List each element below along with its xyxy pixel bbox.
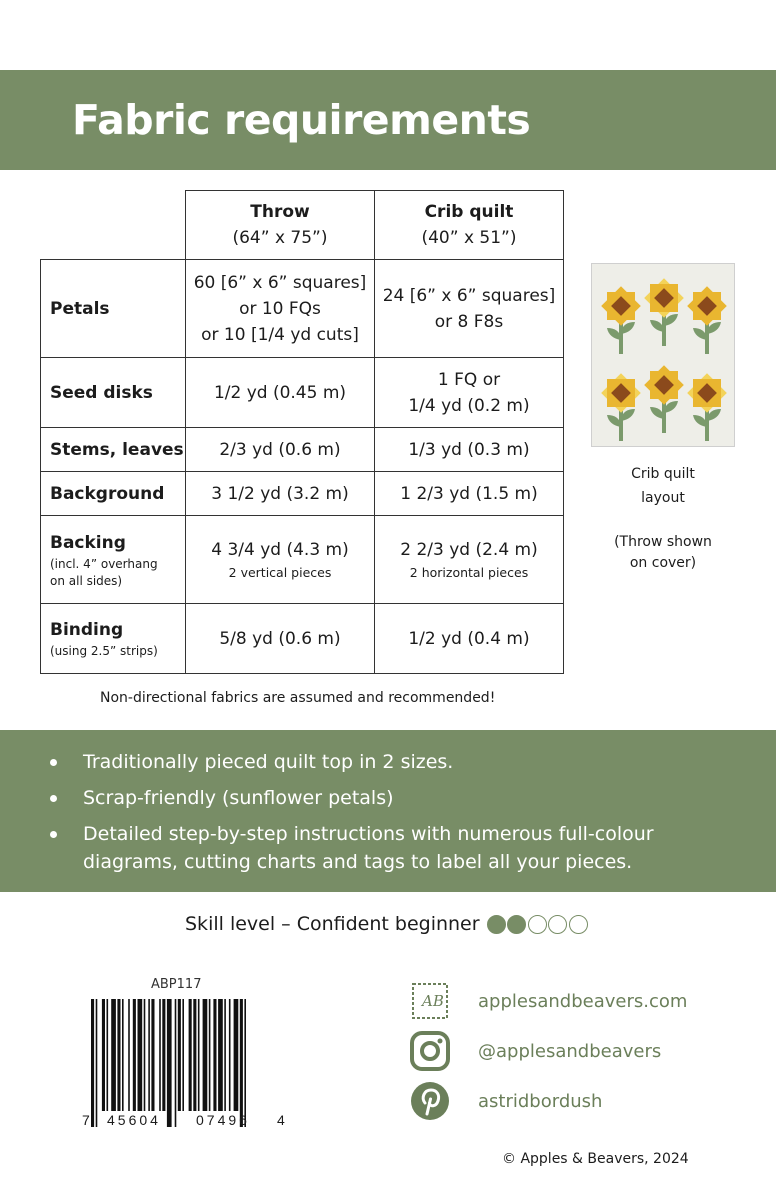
table-row [41, 472, 564, 516]
skill-dot-filled [507, 915, 526, 934]
feature-text: Detailed step-by-step instructions with numerous full-colour [83, 823, 654, 845]
row-header [41, 516, 186, 604]
feature-item [48, 784, 654, 812]
sunflower [687, 373, 727, 441]
table-header-row [41, 191, 564, 260]
skill-dot-filled [487, 915, 506, 934]
barcode-bar [178, 999, 181, 1111]
cell-throw [186, 516, 375, 604]
cell-crib [375, 604, 564, 674]
barcode-digits-left: 45604 [107, 1112, 161, 1128]
product-code: ABP117 [151, 977, 202, 992]
barcode-digits-right: 07496 [196, 1112, 250, 1128]
column-header [186, 191, 375, 260]
cell-line: 1/3 yd (0.3 m) [408, 439, 530, 460]
row-note: on all sides) [50, 573, 123, 588]
barcode-bar [128, 999, 130, 1111]
skill-dot-empty [528, 915, 547, 934]
column-header [375, 191, 564, 260]
row-header [41, 472, 186, 516]
sunflower [644, 365, 684, 433]
sunflower [601, 286, 641, 354]
barcode-bar [244, 999, 246, 1127]
feature-text: diagrams, cutting charts and tags to label all your pieces. [83, 851, 633, 873]
barcode-bar [91, 999, 94, 1127]
instagram-handle: @applesandbeavers [478, 1040, 662, 1062]
barcode-digit-last: 4 [277, 1112, 285, 1128]
feature-text: Scrap-friendly (sunflower petals) [83, 787, 394, 809]
column-size: (40” x 51”) [421, 228, 517, 248]
barcode-bar [175, 999, 177, 1127]
row-header [41, 428, 186, 472]
table-row [41, 260, 564, 358]
barcode-bar [224, 999, 226, 1111]
bullet-icon [50, 795, 57, 802]
barcode-bar [218, 999, 223, 1111]
barcode-bar [162, 999, 165, 1111]
skill-level-text: Skill level – Confident beginner [185, 913, 480, 935]
cell-line: 2 2/3 yd (2.4 m) [400, 539, 538, 560]
cell-line: or 10 FQs [239, 298, 321, 319]
sunflower [644, 278, 684, 346]
cell-note: 2 vertical pieces [228, 564, 332, 580]
barcode-bar [138, 999, 143, 1111]
barcode-bar [133, 999, 136, 1111]
bullet-icon [50, 759, 57, 766]
pinterest-link[interactable] [410, 1081, 602, 1121]
barcode-bar [122, 999, 124, 1111]
cell-line: 5/8 yd (0.6 m) [219, 628, 341, 649]
row-header [41, 260, 186, 358]
website-link[interactable] [410, 981, 687, 1021]
barcode-bar [198, 999, 200, 1111]
layout-caption [604, 462, 722, 510]
instagram-link[interactable] [410, 1031, 661, 1071]
cell-crib [375, 358, 564, 428]
cell-crib [375, 428, 564, 472]
cell-throw [186, 260, 375, 358]
barcode-bar [117, 999, 120, 1111]
cell-line: 1/4 yd (0.2 m) [408, 395, 530, 416]
column-name: Throw [250, 202, 310, 222]
row-label: Background [50, 483, 165, 504]
feature-text: Traditionally pieced quilt top in 2 sizes. [83, 751, 454, 773]
cell-line: 2/3 yd (0.6 m) [219, 439, 341, 460]
cell-crib [375, 472, 564, 516]
barcode-bar [111, 999, 116, 1111]
barcode-icon [82, 999, 286, 1129]
skill-dot-empty [548, 915, 567, 934]
cell-line: 1/2 yd (0.45 m) [213, 382, 347, 403]
barcode-bar [107, 999, 109, 1111]
instagram-icon [410, 1031, 450, 1071]
copyright-text: © Apples & Beavers, 2024 [502, 1151, 689, 1167]
cell-line: 24 [6” x 6” squares] [382, 285, 556, 306]
barcode-bar [193, 999, 196, 1111]
cell-crib [375, 516, 564, 604]
barcode-bar [213, 999, 216, 1111]
cell-throw [186, 428, 375, 472]
barcode-bar [203, 999, 208, 1111]
pinterest-handle: astridbordush [478, 1090, 603, 1112]
throw-caption-line: on cover) [629, 555, 697, 571]
table-row [41, 428, 564, 472]
barcode-bar [102, 999, 105, 1111]
barcode-bar [234, 999, 239, 1111]
skill-level [185, 910, 589, 938]
barcode-bar [96, 999, 98, 1127]
column-size: (64” x 75”) [232, 228, 328, 248]
throw-caption [604, 532, 722, 574]
barcode-bar [182, 999, 184, 1111]
skill-level-rating [487, 915, 590, 934]
svg-text:AB: AB [422, 992, 444, 1010]
table-row [41, 604, 564, 674]
cell-line: 1/2 yd (0.4 m) [408, 628, 530, 649]
skill-dot-empty [569, 915, 588, 934]
barcode-bar [159, 999, 161, 1111]
bullet-icon [50, 831, 57, 838]
table-row [41, 358, 564, 428]
cell-line: 1 FQ or [437, 369, 501, 390]
cell-line: or 10 [1/4 yd cuts] [201, 324, 359, 345]
website-text: applesandbeavers.com [478, 990, 688, 1012]
cell-throw [186, 358, 375, 428]
row-header [41, 604, 186, 674]
cell-line: 3 1/2 yd (3.2 m) [211, 483, 349, 504]
cell-note: 2 horizontal pieces [409, 564, 529, 580]
layout-caption-line: Crib quilt [631, 466, 695, 482]
barcode-bar [144, 999, 146, 1111]
sunflower [687, 286, 727, 354]
layout-caption-line: layout [641, 490, 685, 506]
fabric-requirements-table [40, 190, 564, 674]
table-corner [41, 191, 186, 260]
cell-throw [186, 604, 375, 674]
barcode-bar [151, 999, 154, 1111]
row-note: (incl. 4” overhang [50, 556, 158, 571]
crib-quilt-layout-image [591, 263, 735, 447]
feature-item [48, 748, 654, 776]
table-footnote: Non-directional fabrics are assumed and recommended! [100, 690, 496, 706]
ab-logo-icon [410, 981, 450, 1021]
page-title: Fabric requirements [72, 96, 531, 144]
cell-throw [186, 472, 375, 516]
row-label: Backing [50, 532, 126, 553]
barcode-bar [189, 999, 192, 1111]
row-label: Petals [50, 298, 110, 319]
features-list [48, 748, 654, 884]
quilt-illustration [592, 264, 736, 448]
feature-item [48, 820, 654, 876]
barcode-bar [167, 999, 172, 1127]
throw-caption-line: (Throw shown [614, 534, 712, 550]
row-label: Binding [50, 620, 124, 640]
barcode-bar [148, 999, 150, 1111]
row-header [41, 358, 186, 428]
cell-line: 4 3/4 yd (4.3 m) [211, 539, 349, 560]
table-row [41, 516, 564, 604]
barcode-digit-first: 7 [82, 1112, 90, 1128]
cell-line: or 8 F8s [434, 311, 504, 332]
barcode-bar [209, 999, 211, 1111]
cell-line: 1 2/3 yd (1.5 m) [400, 483, 538, 504]
row-label: Stems, leaves [50, 439, 184, 460]
column-name: Crib quilt [424, 202, 514, 222]
barcode-bar [229, 999, 231, 1111]
cell-crib [375, 260, 564, 358]
pinterest-icon [410, 1081, 450, 1121]
cell-line: 60 [6” x 6” squares] [193, 272, 367, 293]
barcode-bar [240, 999, 243, 1127]
sunflower [601, 373, 641, 441]
row-note: (using 2.5” strips) [50, 644, 158, 658]
row-label: Seed disks [50, 382, 153, 403]
